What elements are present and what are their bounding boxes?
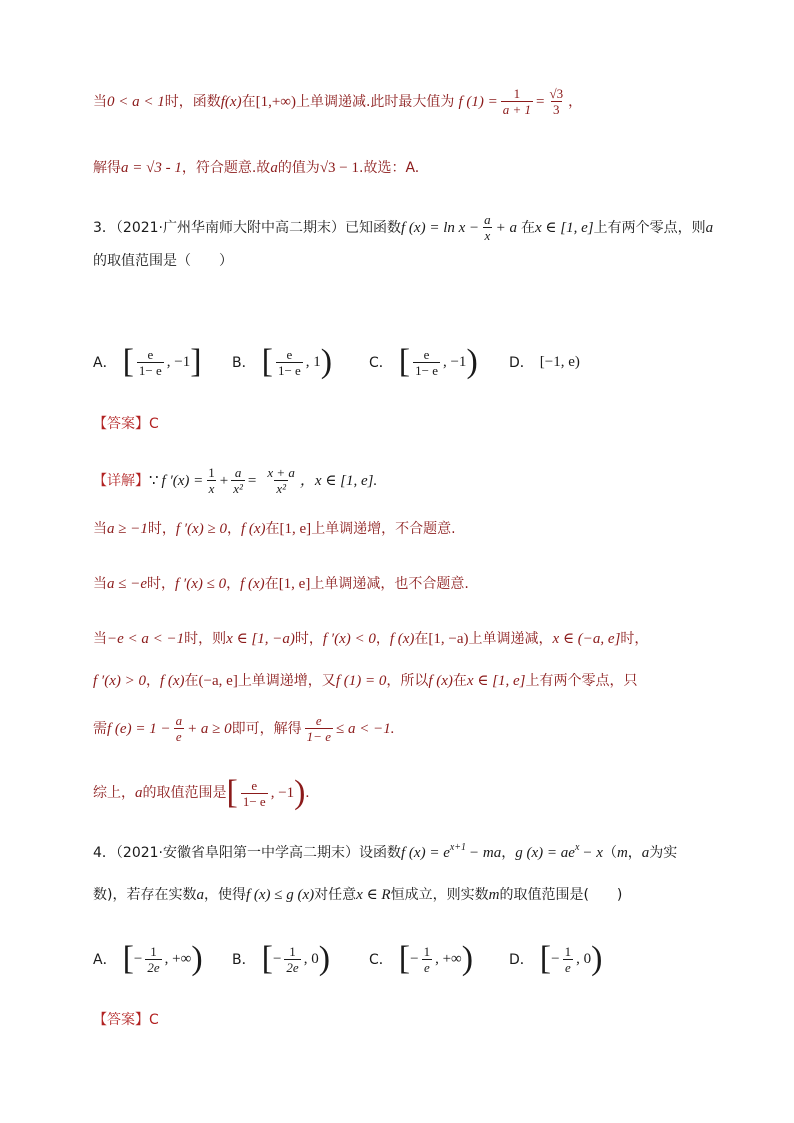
text: 上单调递减.此时最大值为 bbox=[295, 93, 455, 110]
q4-answer: 【答案】C bbox=[93, 1012, 159, 1028]
numerator: e bbox=[315, 713, 322, 728]
math: − x bbox=[582, 845, 603, 861]
math: f(x) bbox=[220, 93, 242, 110]
case-3-line-3 bbox=[93, 713, 394, 744]
denominator: a + 1 bbox=[502, 102, 531, 117]
numerator: 1 bbox=[150, 943, 157, 959]
fraction bbox=[276, 347, 303, 378]
text: 时， bbox=[147, 521, 176, 537]
sign: − bbox=[133, 950, 143, 967]
denominator: 1− e bbox=[242, 793, 266, 809]
text: 恒成立，则实数 bbox=[390, 887, 489, 903]
numerator: 1 bbox=[289, 943, 296, 959]
text: 当 bbox=[93, 576, 107, 592]
text: 时，函数 bbox=[164, 93, 221, 110]
case-1 bbox=[93, 519, 456, 539]
denominator: 2e bbox=[147, 959, 160, 975]
fraction bbox=[137, 347, 164, 378]
bracket: ) bbox=[461, 940, 474, 977]
question-source: 4．（2021·安徽省阜阳第一中学高二期末）设函数 bbox=[93, 845, 401, 861]
bracket: ) bbox=[320, 343, 333, 380]
text: 在 bbox=[241, 93, 256, 110]
fraction bbox=[547, 86, 565, 117]
q4-option-b[interactable] bbox=[232, 942, 330, 976]
numerator: 1 bbox=[564, 943, 572, 959]
denominator: e bbox=[423, 959, 430, 975]
denominator: 1− e bbox=[277, 362, 301, 378]
text: 上有两个零点，只 bbox=[525, 673, 638, 689]
numerator: e bbox=[251, 777, 258, 793]
option-text: [−1, e) bbox=[539, 353, 580, 370]
math: x ∈ [1, e] bbox=[535, 219, 594, 236]
option-label: C． bbox=[369, 355, 393, 371]
superscript: x bbox=[574, 842, 580, 853]
text: 的取值范围是（ ） bbox=[93, 253, 233, 269]
option-rest: , +∞ bbox=[164, 950, 192, 967]
denominator: e bbox=[175, 729, 182, 744]
sign: − bbox=[551, 950, 560, 967]
numerator: 1 bbox=[423, 943, 431, 959]
option-rest: , −1 bbox=[442, 353, 467, 370]
option-label: A． bbox=[93, 952, 117, 968]
solution-line-2 bbox=[93, 158, 419, 178]
option-rest: , 0 bbox=[303, 950, 319, 967]
math: a bbox=[705, 219, 714, 236]
option-rest: , −1 bbox=[166, 353, 191, 370]
sign: − bbox=[410, 950, 419, 967]
q3-answer: 【答案】C bbox=[93, 416, 159, 432]
math: ≤ a < −1. bbox=[335, 720, 395, 737]
question-3-stem-line-2 bbox=[93, 251, 233, 271]
math: f (e) = 1 − bbox=[107, 720, 171, 737]
text: ， bbox=[568, 93, 583, 110]
math: x ∈ (−a, e] bbox=[552, 631, 621, 647]
bracket: [ bbox=[122, 940, 134, 977]
math: + bbox=[219, 472, 229, 489]
math: (−a, e] bbox=[198, 673, 238, 689]
fraction bbox=[413, 347, 440, 378]
math: f (x) bbox=[389, 631, 415, 647]
text: .故选：A. bbox=[359, 160, 420, 176]
q3-option-d[interactable] bbox=[509, 352, 580, 372]
numerator: x + a bbox=[267, 465, 295, 480]
text: 的值为 bbox=[277, 160, 320, 176]
denominator: 1− e bbox=[138, 362, 162, 378]
text: 时，则 bbox=[184, 631, 227, 647]
fraction bbox=[501, 86, 533, 117]
bracket: ) bbox=[591, 940, 603, 977]
text: 综上， bbox=[93, 785, 135, 801]
denominator: 1− e bbox=[415, 362, 438, 378]
denominator: x² bbox=[233, 481, 243, 496]
math: g (x) = ae bbox=[515, 845, 575, 861]
math: a bbox=[641, 845, 650, 861]
text: 上有两个零点，则 bbox=[593, 219, 706, 236]
bracket-right: ) bbox=[294, 774, 306, 811]
bracket: [ bbox=[261, 940, 273, 977]
text: 当 bbox=[93, 93, 107, 110]
numerator: e bbox=[147, 346, 154, 362]
math: √3 − 1 bbox=[319, 160, 360, 176]
math: 0 < a < 1 bbox=[107, 93, 165, 110]
text: ， bbox=[226, 576, 241, 592]
math: a ≤ −e bbox=[107, 576, 148, 592]
bracket: ) bbox=[466, 343, 478, 380]
option-label: D． bbox=[509, 355, 534, 371]
math: , −1 bbox=[270, 785, 295, 801]
math: x ∈ [1, e] bbox=[466, 673, 526, 689]
denominator: 1− e bbox=[306, 729, 331, 744]
fraction bbox=[284, 944, 300, 975]
text: ， bbox=[375, 631, 390, 647]
text: 当 bbox=[93, 631, 107, 647]
text: 在 bbox=[265, 521, 280, 537]
math: = bbox=[247, 472, 257, 489]
math: [1, e] bbox=[279, 521, 312, 537]
option-label: C． bbox=[369, 952, 393, 968]
option-label: B． bbox=[232, 952, 256, 968]
math: f ′(x) = bbox=[161, 472, 204, 489]
q3-option-a[interactable] bbox=[93, 345, 202, 379]
bracket-left: [ bbox=[226, 774, 238, 811]
numerator: a bbox=[175, 713, 183, 728]
math: a bbox=[270, 160, 278, 176]
fraction bbox=[174, 713, 185, 744]
math: −e < a < −1 bbox=[107, 631, 185, 647]
denominator: 2e bbox=[286, 959, 299, 975]
math: f (x) ≤ g (x) bbox=[245, 887, 315, 903]
math: f ′(x) > 0 bbox=[93, 673, 146, 689]
text: 对任意 bbox=[314, 887, 357, 903]
math: m bbox=[616, 845, 628, 861]
text: 为实 bbox=[649, 845, 678, 861]
math: f (x) bbox=[240, 576, 265, 592]
text: ，所以 bbox=[386, 673, 429, 689]
bracket: [ bbox=[261, 343, 273, 380]
math: f ′(x) < 0 bbox=[322, 631, 376, 647]
sign: − bbox=[272, 950, 282, 967]
math: + a ≥ 0 bbox=[187, 720, 232, 737]
denominator: e bbox=[564, 959, 571, 975]
bracket: [ bbox=[398, 343, 411, 380]
option-label: B． bbox=[232, 355, 256, 371]
fraction bbox=[563, 944, 574, 975]
q4-option-d[interactable] bbox=[509, 942, 602, 976]
text: 在 bbox=[184, 673, 199, 689]
text: 的取值范围是( ) bbox=[499, 887, 623, 903]
fraction bbox=[231, 465, 245, 496]
numerator: √3 bbox=[549, 86, 564, 101]
text: 上单调递减， bbox=[468, 631, 553, 647]
math: a bbox=[135, 785, 143, 801]
math: f ′(x) ≥ 0 bbox=[175, 521, 227, 537]
math: + a bbox=[495, 219, 518, 236]
detail-label: 【详解】 bbox=[93, 472, 149, 489]
option-label: D． bbox=[509, 952, 534, 968]
question-3-stem bbox=[93, 212, 713, 243]
text: 解得 bbox=[93, 160, 121, 176]
text: 上单调递增，又 bbox=[237, 673, 336, 689]
text: 在 bbox=[452, 673, 467, 689]
fraction bbox=[241, 778, 268, 809]
question-4-stem-line-2 bbox=[93, 885, 622, 905]
text: ， bbox=[501, 845, 516, 861]
bracket: ] bbox=[190, 343, 202, 380]
summary-line bbox=[93, 776, 309, 810]
option-rest: , 1 bbox=[305, 353, 321, 370]
numerator: a bbox=[234, 465, 242, 480]
text: ， bbox=[627, 845, 642, 861]
numerator: a bbox=[484, 212, 491, 227]
text: 时， bbox=[620, 631, 649, 647]
fraction bbox=[206, 465, 217, 496]
math: f (x) bbox=[159, 673, 185, 689]
superscript: x+1 bbox=[449, 842, 467, 853]
text: ， bbox=[226, 521, 241, 537]
math: [1,+∞) bbox=[255, 93, 296, 110]
text: 上单调递减，也不合题意. bbox=[310, 576, 469, 592]
math: = bbox=[536, 93, 545, 110]
math: x ∈ R bbox=[356, 887, 391, 903]
fraction bbox=[422, 944, 433, 975]
math: f (1) = 0 bbox=[335, 673, 387, 689]
text: 的取值范围是 bbox=[142, 785, 227, 801]
bracket: [ bbox=[539, 940, 552, 977]
q4-option-a[interactable] bbox=[93, 942, 203, 976]
fraction bbox=[482, 212, 493, 243]
numerator: 1 bbox=[513, 86, 521, 101]
text: ，符合题意.故 bbox=[181, 160, 271, 176]
bracket: [ bbox=[398, 940, 411, 977]
option-rest: , +∞ bbox=[435, 950, 462, 967]
math: f (x) = e bbox=[401, 845, 450, 861]
q4-option-c[interactable] bbox=[369, 942, 473, 976]
text: ， bbox=[145, 673, 160, 689]
math: f (x) = ln x − bbox=[401, 219, 480, 236]
math: ∵ bbox=[149, 472, 159, 489]
question-source: 3．（2021·广州华南师大附中高二期末）已知函数 bbox=[93, 219, 401, 236]
text: 时， bbox=[147, 576, 176, 592]
text: 即可，解得 bbox=[231, 720, 302, 737]
math: x ∈ [1, −a) bbox=[226, 631, 295, 647]
text: 需 bbox=[93, 720, 107, 737]
math: f ′(x) ≤ 0 bbox=[175, 576, 227, 592]
text: 数)，若存在实数 bbox=[93, 887, 197, 903]
denominator: 3 bbox=[553, 102, 560, 117]
numerator: e bbox=[286, 346, 293, 362]
denominator: x bbox=[208, 481, 215, 496]
option-label: A． bbox=[93, 355, 117, 371]
q3-option-b[interactable] bbox=[232, 345, 332, 379]
solution-line-1 bbox=[93, 86, 582, 117]
bracket: ) bbox=[191, 940, 203, 977]
question-4-stem bbox=[93, 843, 677, 863]
math: [1, e] bbox=[278, 576, 311, 592]
math: − ma bbox=[469, 845, 502, 861]
case-3-line-1 bbox=[93, 629, 648, 649]
bracket: [ bbox=[122, 343, 134, 380]
q3-option-c[interactable] bbox=[369, 345, 478, 379]
text: ，使得 bbox=[203, 887, 246, 903]
denominator: x² bbox=[276, 481, 286, 496]
denominator: x bbox=[484, 228, 491, 243]
fraction bbox=[265, 465, 297, 496]
math: f (x) bbox=[240, 521, 266, 537]
text: 在 bbox=[521, 219, 536, 236]
case-3-line-2 bbox=[93, 671, 638, 691]
math: m bbox=[488, 887, 500, 903]
fraction bbox=[305, 713, 333, 744]
math: [1, −a) bbox=[428, 631, 469, 647]
text: （ bbox=[602, 845, 617, 861]
text: 在 bbox=[414, 631, 429, 647]
math: a ≥ −1 bbox=[107, 521, 148, 537]
text: 上单调递增，不合题意. bbox=[311, 521, 456, 537]
option-rest: , 0 bbox=[576, 950, 592, 967]
math: ，x ∈ [1, e]. bbox=[299, 472, 378, 489]
bracket: ) bbox=[318, 940, 331, 977]
math: a bbox=[196, 887, 204, 903]
math: f (x) bbox=[428, 673, 453, 689]
numerator: 1 bbox=[208, 465, 215, 480]
math: a = √3 - 1 bbox=[121, 160, 182, 176]
numerator: e bbox=[423, 346, 430, 362]
detail-line bbox=[93, 465, 377, 496]
math: f (1) = bbox=[458, 93, 498, 110]
text: . bbox=[305, 785, 310, 801]
case-2 bbox=[93, 574, 469, 594]
text: 时， bbox=[294, 631, 323, 647]
fraction bbox=[145, 944, 161, 975]
text: 在 bbox=[264, 576, 279, 592]
text: 当 bbox=[93, 521, 107, 537]
